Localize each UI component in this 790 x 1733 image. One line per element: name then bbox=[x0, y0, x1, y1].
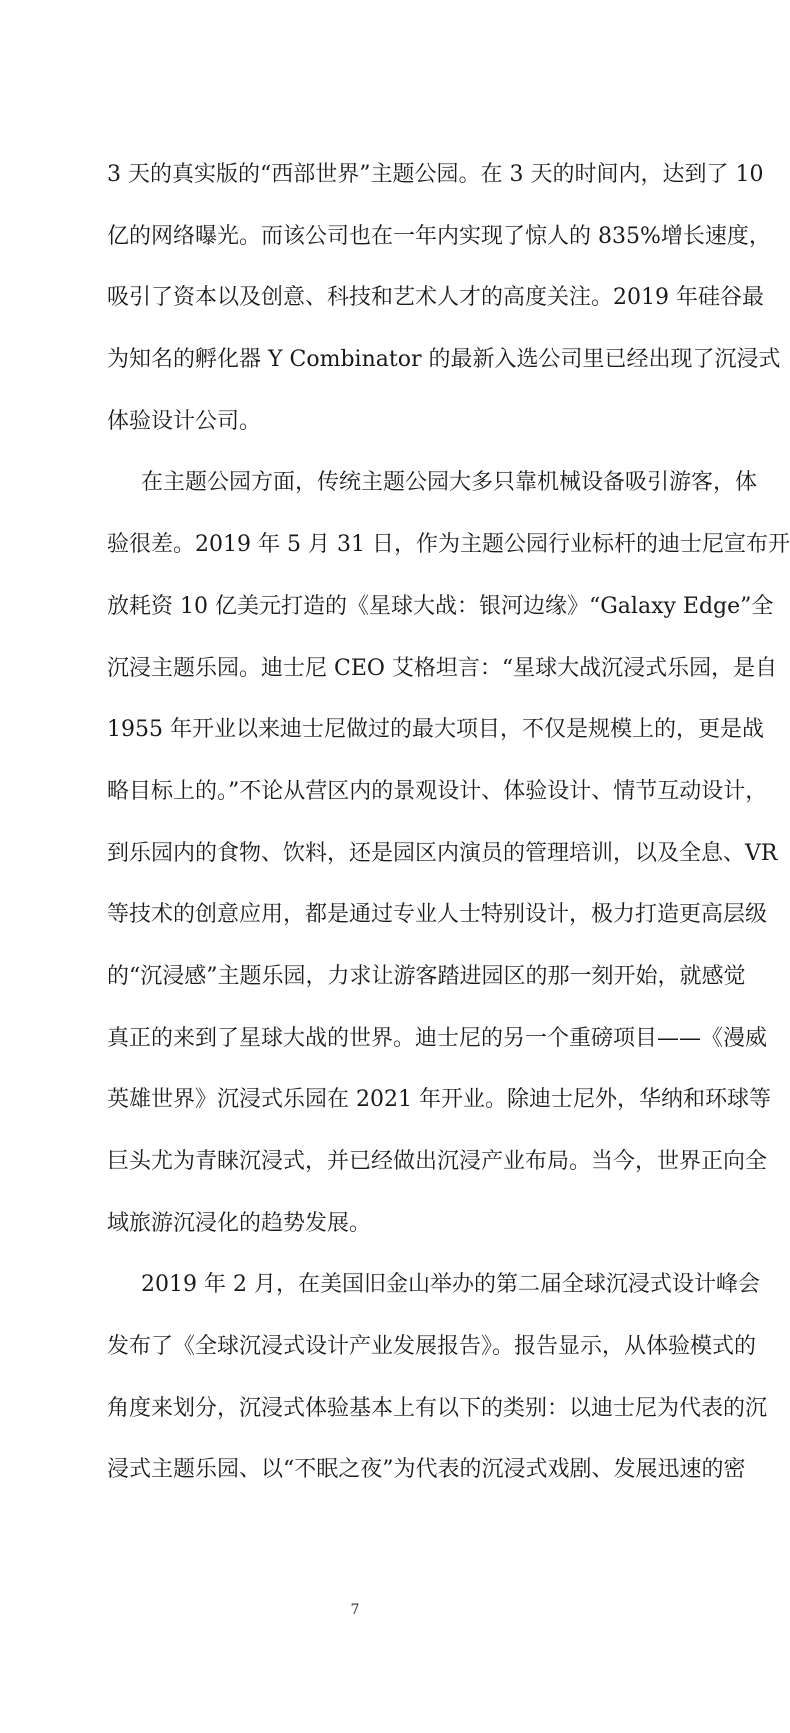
text-line: 角度来划分，沉浸式体验基本上有以下的类别：以迪士尼为代表的沉 bbox=[107, 1395, 768, 1421]
text-line: 等技术的创意应用，都是通过专业人士特别设计，极力打造更高层级 bbox=[107, 902, 768, 928]
text-line: 2019 年 2 月，在美国旧金山举办的第二届全球沉浸式设计峰会 bbox=[141, 1272, 760, 1298]
text-line: 的“沉浸感”主题乐园，力求让游客踏进园区的那一刻开始，就感觉 bbox=[107, 963, 746, 989]
text-line: 1955 年开业以来迪士尼做过的最大项目，不仅是规模上的，更是战 bbox=[107, 717, 764, 743]
paragraph-2 bbox=[107, 466, 790, 1268]
text-line: 吸引了资本以及创意、科技和艺术人才的高度关注。2019 年硅谷最 bbox=[107, 285, 764, 311]
text-line: 英雄世界》沉浸式乐园在 2021 年开业。除迪士尼外，华纳和环球等 bbox=[107, 1087, 771, 1113]
text-line: 到乐园内的食物、饮料，还是园区内演员的管理培训，以及全息、VR bbox=[107, 840, 778, 866]
text-line: 域旅游沉浸化的趋势发展。 bbox=[107, 1210, 372, 1236]
text-line: 真正的来到了星球大战的世界。迪士尼的另一个重磅项目——《漫威 bbox=[107, 1025, 768, 1051]
text-line: 沉浸主题乐园。迪士尼 CEO 艾格坦言：“星球大战沉浸式乐园，是自 bbox=[107, 655, 778, 681]
text-line: 略目标上的。”不论从营区内的景观设计、体验设计、情节互动设计， bbox=[107, 778, 768, 804]
text-line: 验很差。2019 年 5 月 31 日，作为主题公园行业标杆的迪士尼宣布开 bbox=[107, 532, 790, 558]
text-line: 放耗资 10 亿美元打造的《星球大战：银河边缘》“Galaxy Edge”全 bbox=[107, 593, 774, 619]
text-line: 在主题公园方面，传统主题公园大多只靠机械设备吸引游客，体 bbox=[141, 470, 758, 496]
text-line: 体验设计公司。 bbox=[107, 408, 262, 434]
text-line: 巨头尤为青睐沉浸式，并已经做出沉浸产业布局。当今，世界正向全 bbox=[107, 1149, 768, 1174]
body-text bbox=[107, 158, 790, 1515]
text-line: 3 天的真实版的“西部世界”主题公园。在 3 天的时间内，达到了 10 bbox=[107, 162, 764, 187]
page-number: 7 bbox=[350, 1602, 360, 1618]
text-line: 发布了《全球沉浸式设计产业发展报告》。报告显示，从体验模式的 bbox=[107, 1334, 757, 1360]
text-line: 亿的网络曝光。而该公司也在一年内实现了惊人的 835%增长速度， bbox=[107, 223, 771, 249]
text-line: 为知名的孵化器 Y Combinator 的最新入选公司里已经出现了沉浸式 bbox=[107, 347, 781, 373]
paragraph-3 bbox=[107, 1268, 768, 1515]
text-line: 浸式主题乐园、以“不眠之夜”为代表的沉浸式戏剧、发展迅速的密 bbox=[107, 1457, 746, 1483]
paragraph-1 bbox=[107, 158, 781, 466]
